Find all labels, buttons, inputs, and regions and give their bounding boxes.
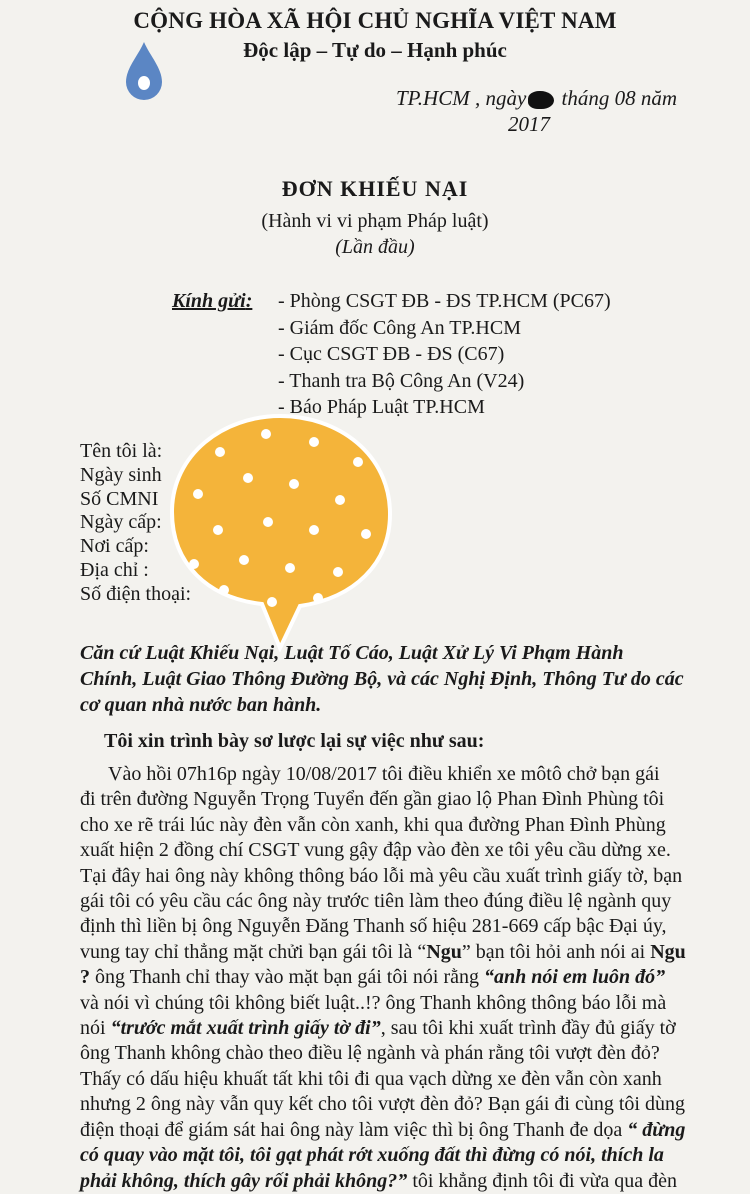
recipients-list [278,288,611,421]
date-line [396,86,677,111]
body-line: định thì liền bị ông Nguyễn Đăng Thanh số hiệu 281-669 cấp bậc Đại úy, [80,915,667,938]
field-issue-date: Ngày cấp: [80,511,162,534]
body-line [80,1016,716,1041]
basis-line: Căn cứ Luật Khiếu Nại, Luật Tố Cáo, Luật Xử Lý Vi Phạm Hành [80,642,624,664]
quote-bold-italic: “anh nói em luôn đó” [483,966,666,989]
field-birthdate: Ngày sinh [80,463,162,486]
complaint-body [80,762,716,1194]
body-line: Tại đây hai ông này không thông báo lỗi mà yêu cầu xuất trình giấy tờ, bạn [80,864,683,887]
document-title: ĐƠN KHIẾU NẠI [281,176,469,201]
quote-bold-italic: có quay vào mặt tôi, tôi gạt phát rớt xuống đất thì đừng có nói, thích la [80,1144,664,1167]
date-city-day: TP.HCM , ngày [396,86,527,110]
speech-bubble-sticker [168,412,398,652]
body-line: Vào hồi 07h16p ngày 10/08/2017 tôi điều khiển xe môtô chở bạn gái [108,763,660,785]
body-line: Thấy có dấu hiệu khuất tất khi tôi đi qua vạch dừng xe đèn vẫn còn xanh [80,1067,662,1090]
body-bold: ? [80,966,90,989]
redaction-blot [528,91,554,109]
body-text: ông Thanh chỉ thay vào mặt bạn gái tôi nói rằng [90,966,484,989]
presentation-heading: Tôi xin trình bày sơ lược lại sự việc như sau: [104,730,485,752]
national-title: CỘNG HÒA XÃ HỘI CHỦ NGHĨA VIỆT NAM [133,8,617,33]
quote-bold-italic: “trước mắt xuất trình giấy tờ đi” [110,1017,381,1040]
body-line: đi trên đường Nguyễn Trọng Tuyển đến gần giao lộ Phan Đình Phùng tôi [80,788,665,811]
body-line: ông Thanh không chào theo điều lệ ngành và phán rằng tôi vượt đèn đỏ? [80,1042,660,1065]
body-line [80,1143,716,1168]
body-line: và nói vì chúng tôi không biết luật..!? ông Thanh không thông báo lỗi mà [80,991,667,1014]
quote-bold-italic: “ đừng [627,1118,686,1141]
body-bold: Ngu [650,940,686,963]
quote-bold-italic: phải không, thích gây rối phải không?” [80,1169,408,1192]
body-line: cho xe rẽ trái lúc này đèn vẫn còn xanh, khi qua đường Phan Đình Phùng [80,813,666,836]
recipients-label [172,290,252,313]
field-id-number: Số CMNI [80,487,159,510]
recipient-item: - Phòng CSGT ĐB - ĐS TP.HCM (PC67) [278,290,611,312]
date-month: tháng 08 năm [561,86,678,110]
date-year: 2017 [508,112,550,136]
body-text: ” bạn tôi hỏi anh nói ai [461,940,651,963]
document-subtitle: (Hành vi vi phạm Pháp luật) [261,210,489,232]
recipient-item: - Cục CSGT ĐB - ĐS (C67) [278,343,505,365]
attempt-note: (Lần đầu) [335,236,415,258]
recipient-item: - Thanh tra Bộ Công An (V24) [278,369,525,392]
body-line: xuất hiện 2 đồng chí CSGT vung gậy đập vào đèn xe tôi yêu cầu dừng xe. [80,839,671,862]
recipient-item: - Báo Pháp Luật TP.HCM [278,396,485,418]
field-name: Tên tôi là: [80,440,163,462]
body-text: điện thoại để giám sát hai ông này làm việc thì bị ông Thanh đe dọa [80,1118,628,1141]
recipients-label-text: Kính gửi [172,290,246,312]
body-line: nhưng 2 ông này vẫn quy kết cho tôi vượt đèn đỏ? Bạn gái đi cùng tôi dùng [80,1093,685,1116]
body-bold: Ngu [426,940,462,963]
body-line [80,1169,716,1194]
motto: Độc lập – Tự do – Hạnh phúc [243,38,507,62]
field-address: Địa chỉ : [80,558,149,581]
body-line [80,940,716,965]
water-drop-icon [122,40,166,102]
body-text: nói [80,1017,111,1040]
body-line: gái tôi có yêu cầu các ông này trước tiên làm theo đúng điều lệ ngành quy [80,890,672,913]
body-text: , sau tôi khi xuất trình đầy đủ giấy tờ [380,1017,676,1040]
body-line [80,1118,716,1143]
field-phone: Số điện thoại: [80,582,192,605]
body-text: tôi khẳng định tôi đi vừa qua đèn [407,1169,677,1192]
legal-basis [80,640,710,718]
field-issue-place: Nơi cấp: [80,535,149,558]
basis-line: cơ quan nhà nước ban hành. [80,694,322,716]
recipient-item: - Giám đốc Công An TP.HCM [278,316,521,339]
basis-line: Chính, Luật Giao Thông Đường Bộ, và các Nghị Định, Thông Tư do các [80,668,684,690]
body-line [80,965,716,990]
body-text: vung tay chỉ thẳng mặt chửi bạn gái tôi là “ [80,940,427,963]
recipients-colon: : [245,290,253,312]
